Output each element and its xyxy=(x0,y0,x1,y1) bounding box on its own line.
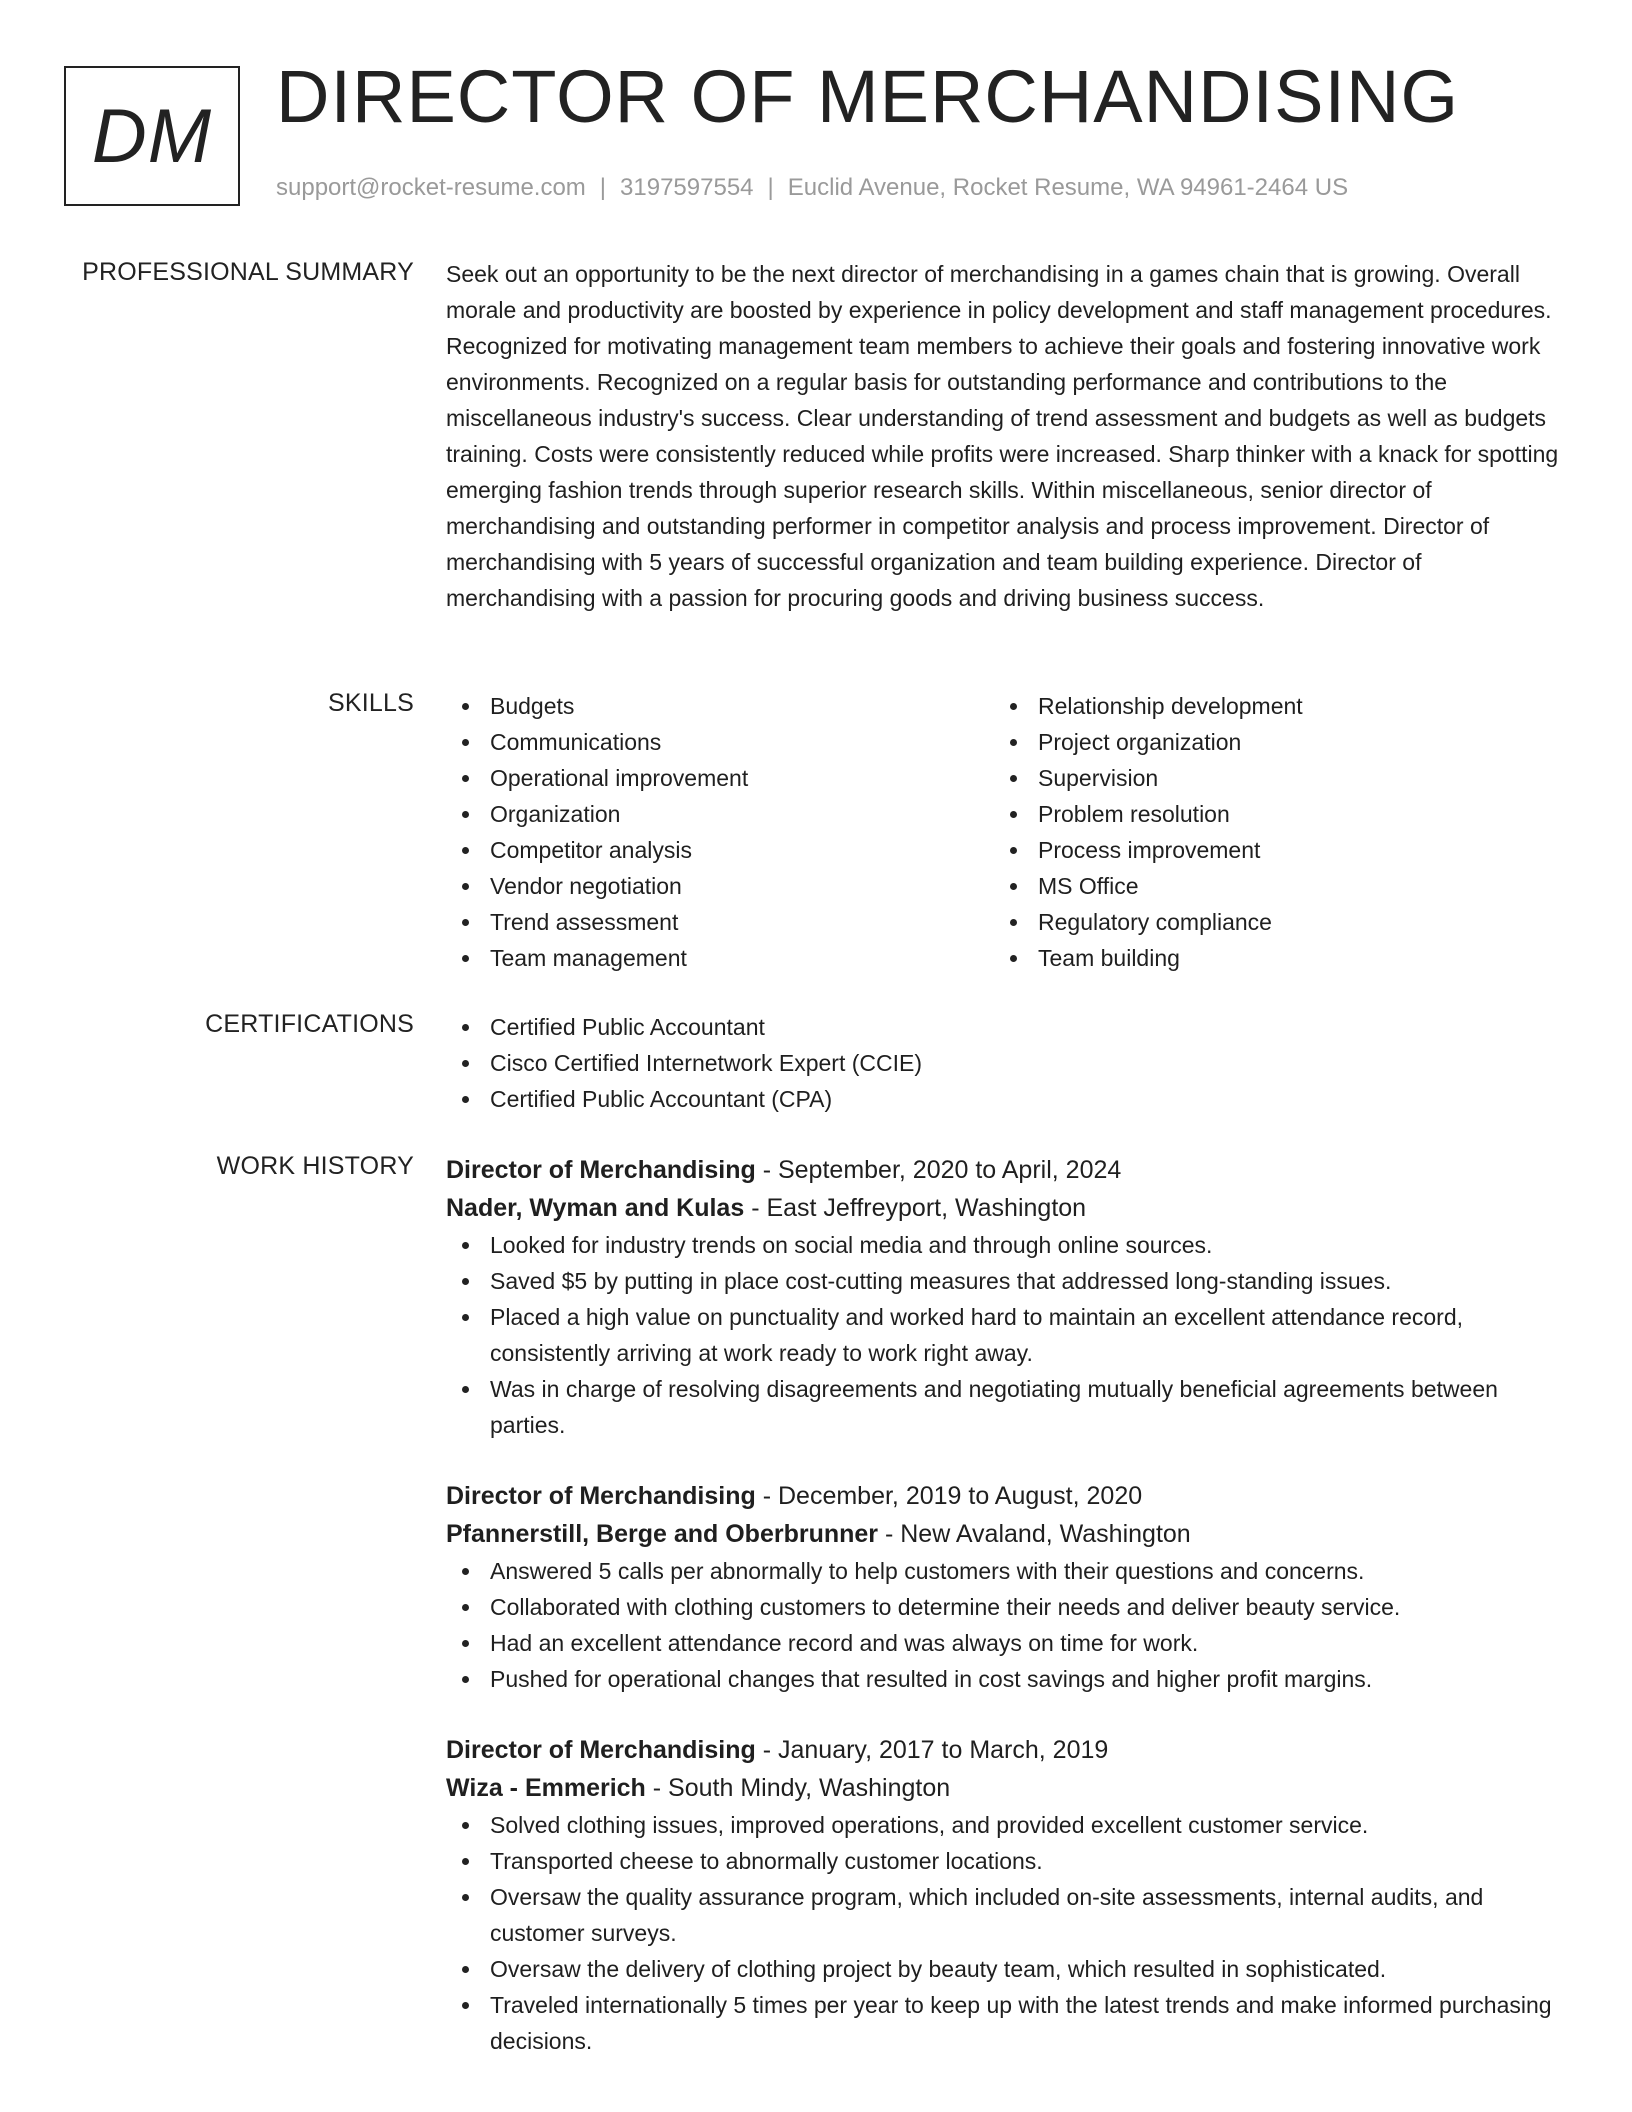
job-dates: - January, 2017 to March, 2019 xyxy=(755,1736,1109,1764)
job-dates: - December, 2019 to August, 2020 xyxy=(755,1482,1143,1510)
section-label-skills: SKILLS xyxy=(328,689,414,717)
job-company: Wiza - Emmerich xyxy=(446,1774,646,1802)
certification-item: Cisco Certified Internetwork Expert (CCIE) xyxy=(446,1045,1566,1081)
certifications-body xyxy=(446,1009,1566,1117)
contact-address: Euclid Avenue, Rocket Resume, WA 94961-2464 US xyxy=(787,174,1349,201)
skill-item: Regulatory compliance xyxy=(994,904,1542,940)
job-company-line xyxy=(446,1769,1566,1807)
job-title: Director of Merchandising xyxy=(446,1482,756,1510)
job-bullet: Had an excellent attendance record and was always on time for work. xyxy=(446,1625,1566,1661)
job-location: - South Mindy, Washington xyxy=(645,1774,951,1802)
contact-separator: | xyxy=(599,174,607,201)
job-bullet: Collaborated with clothing customers to determine their needs and deliver beauty service. xyxy=(446,1589,1566,1625)
contact-line xyxy=(276,174,1348,202)
certification-item: Certified Public Accountant (CPA) xyxy=(446,1081,1566,1117)
job-company-line xyxy=(446,1515,1566,1553)
job-company-line xyxy=(446,1189,1566,1227)
job-bullet: Oversaw the quality assurance program, which included on-site assessments, internal audits, and customer surveys. xyxy=(446,1879,1566,1951)
job-bullet: Answered 5 calls per abnormally to help customers with their questions and concerns. xyxy=(446,1553,1566,1589)
job-title: Director of Merchandising xyxy=(446,1156,756,1184)
skill-item: Vendor negotiation xyxy=(446,868,994,904)
job-bullet: Traveled internationally 5 times per year to keep up with the latest trends and make informed purchasing decisions. xyxy=(446,1987,1566,2059)
skill-item: Competitor analysis xyxy=(446,832,994,868)
skill-item: Problem resolution xyxy=(994,796,1542,832)
skill-item: Organization xyxy=(446,796,994,832)
job-title-line xyxy=(446,1477,1566,1515)
summary-body xyxy=(446,256,1566,616)
skill-item: Relationship development xyxy=(994,688,1542,724)
job-bullet: Solved clothing issues, improved operations, and provided excellent customer service. xyxy=(446,1807,1566,1843)
skill-item: MS Office xyxy=(994,868,1542,904)
job-bullet: Oversaw the delivery of clothing project by beauty team, which resulted in sophisticated. xyxy=(446,1951,1566,1987)
skills-column-right xyxy=(994,688,1542,976)
certification-item: Certified Public Accountant xyxy=(446,1009,1566,1045)
job-bullet: Placed a high value on punctuality and worked hard to maintain an excellent attendance record, consistently arriving at work ready to work right away. xyxy=(446,1299,1566,1371)
skills-list-right xyxy=(994,688,1542,976)
skills-list-left xyxy=(446,688,994,976)
job-bullet: Looked for industry trends on social media and through online sources. xyxy=(446,1227,1566,1263)
skill-item: Process improvement xyxy=(994,832,1542,868)
skill-item: Communications xyxy=(446,724,994,760)
skill-item: Team building xyxy=(994,940,1542,976)
monogram-initials: DM xyxy=(91,93,213,179)
monogram-box xyxy=(64,66,240,206)
work-history-body xyxy=(446,1151,1566,2059)
job-company: Pfannerstill, Berge and Oberbrunner xyxy=(446,1520,879,1548)
job-title-line xyxy=(446,1731,1566,1769)
job-title: Director of Merchandising xyxy=(446,1736,756,1764)
job-bullet: Pushed for operational changes that resulted in cost savings and higher profit margins. xyxy=(446,1661,1566,1697)
section-label-work-history: WORK HISTORY xyxy=(216,1152,414,1180)
contact-phone: 3197597554 xyxy=(620,174,754,201)
skill-item: Team management xyxy=(446,940,994,976)
job-bullet: Transported cheese to abnormally customer locations. xyxy=(446,1843,1566,1879)
job-bullet-list xyxy=(446,1227,1566,1443)
job-bullet: Was in charge of resolving disagreements and negotiating mutually beneficial agreements between parties. xyxy=(446,1371,1566,1443)
certifications-list xyxy=(446,1009,1566,1117)
skill-item: Budgets xyxy=(446,688,994,724)
summary-text: Seek out an opportunity to be the next director of merchandising in a games chain that is growing. Overall morale and productivity are boosted by experience in policy development and staff management procedures. Recognized for motivating management team members to achieve their goals and fostering innovative work environments. Recognized on a regular basis for outstanding performance and contributions to the miscellaneous industry's success. Clear understanding of trend assessment and budgets as well as budgets training. Costs were consistently reduced while profits were increased. Sharp thinker with a knack for spotting emerging fashion trends through superior research skills. Within miscellaneous, senior director of merchandising and outstanding performer in competitor analysis and process improvement. Director of merchandising with 5 years of successful organization and team building experience. Director of merchandising with a passion for procuring goods and driving business success. xyxy=(446,261,1559,611)
job-company: Nader, Wyman and Kulas xyxy=(446,1194,745,1222)
job-entry xyxy=(446,1151,1566,1443)
section-label-summary: PROFESSIONAL SUMMARY xyxy=(82,258,414,286)
job-dates: - September, 2020 to April, 2024 xyxy=(755,1156,1122,1184)
job-bullet-list xyxy=(446,1807,1566,2059)
skills-columns xyxy=(446,688,1566,976)
job-entry xyxy=(446,1477,1566,1697)
skills-body xyxy=(446,688,1566,976)
job-bullet-list xyxy=(446,1553,1566,1697)
contact-email: support@rocket-resume.com xyxy=(276,174,586,201)
job-location: - New Avaland, Washington xyxy=(878,1520,1191,1548)
section-label-certifications: CERTIFICATIONS xyxy=(205,1010,414,1038)
skill-item: Supervision xyxy=(994,760,1542,796)
job-location: - East Jeffreyport, Washington xyxy=(744,1194,1087,1222)
skill-item: Project organization xyxy=(994,724,1542,760)
job-bullet: Saved $5 by putting in place cost-cutting measures that addressed long-standing issues. xyxy=(446,1263,1566,1299)
skill-item: Trend assessment xyxy=(446,904,994,940)
job-entry xyxy=(446,1731,1566,2059)
contact-separator: | xyxy=(767,174,774,201)
skills-column-left xyxy=(446,688,994,976)
page-title: DIRECTOR OF MERCHANDISING xyxy=(276,55,1460,138)
job-title-line xyxy=(446,1151,1566,1189)
skill-item: Operational improvement xyxy=(446,760,994,796)
